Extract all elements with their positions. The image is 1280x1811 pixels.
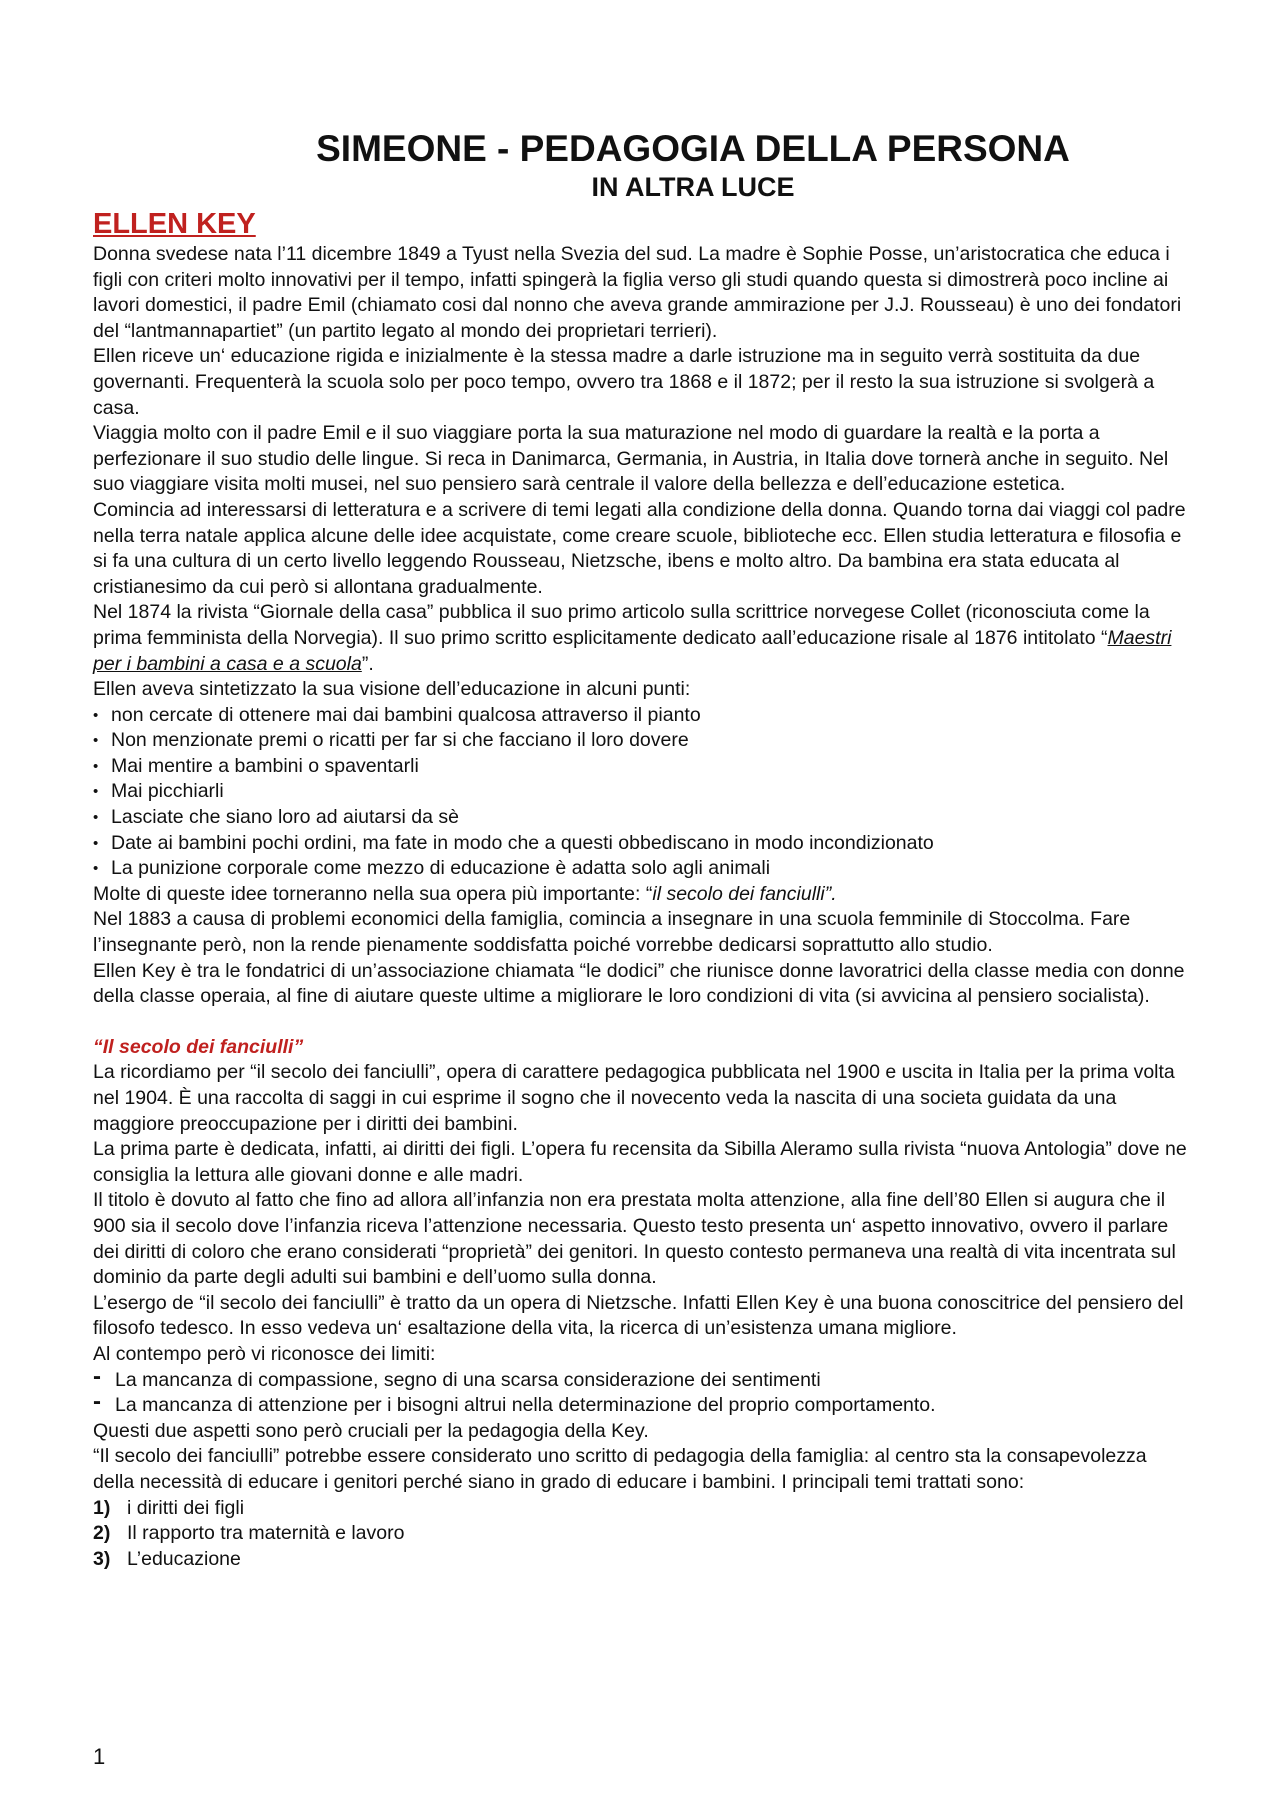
ideas-text-start: Molte di queste idee torneranno nella sua opera più importante: “: [93, 882, 653, 905]
paragraph-birth: Donna svedese nata l’11 dicembre 1849 a Tyust nella Svezia del sud. La madre è Sophie Posse, un’aristocratica che educa i figli con criteri molto innovativi per il tempo, infatti spingerà la figlia verso gli studi quando questa si dimostrerà poco incline ai lavori domestici, il padre Emil (chiamato cosi dal nonno che aveva grande ammirazione per J.J. Rousseau) è uno dei fondatori del “lantmannapartiet” (un partito legato al mondo dei proprietari terrieri).: [93, 243, 1182, 342]
list-item: • non cercate di ottenere mai dai bambini qualcosa attraverso il pianto: [93, 703, 1193, 729]
item-number: 3): [93, 1547, 111, 1570]
paragraph-crucial: Questi due aspetti sono però cruciali per la pedagogia della Key.: [93, 1419, 649, 1442]
limits-list: [93, 1368, 1193, 1419]
paragraph-title-origin: Il titolo è dovuto al fatto che fino ad allora all’infanzia non era prestata molta attenzione, alla fine dell’80 Ellen si augura che il 900 sia il secolo dove l’infanzia riceva l’attenzione necessaria. Questo testo presenta un‘ aspetto innovativo, ovvero il parlare dei diritti di coloro che erano considerati “proprietà” dei genitori. In questo contesto permaneva una realtà di vita incentrata sul dominio da parte degli adulti sui bambini e dell’uomo sulla donna.: [93, 1189, 1176, 1289]
list-item: - La mancanza di attenzione per i bisogni altrui nella determinazione del proprio comportamento.: [93, 1393, 1193, 1419]
item-number: 2): [93, 1522, 111, 1545]
paragraph-first-part: La prima parte è dedicata, infatti, ai diritti dei figli. L’opera fu recensita da Sibilla Aleramo sulla rivista “nuova Antologia” dove ne consiglia la lettura alle giovani donne e alle madri.: [93, 1138, 1187, 1186]
section-title-ellen-key: ELLEN KEY: [93, 208, 256, 240]
paragraph-literature: Comincia ad interessarsi di letteratura e a scrivere di temi legati alla condizione della donna. Quando torna dai viaggi col padre nella terra natale applica alcune delle idee acquistate, come creare scuole, biblioteche ecc. Ellen studia letteratura e filosofia e si fa una cultura di un certo livello leggendo Rousseau, Nietzsche, ibens e molto altro. Da bambina era stata educata al cristianesimo da cui però si allontana gradualmente.: [93, 498, 1186, 598]
list-item: • Mai picchiarli: [93, 779, 1193, 805]
collet-text-start: Nel 1874 la rivista “Giornale della casa” pubblica il suo primo articolo sulla scrittrice norvegese Collet (riconosciuta come la prima femminista della Norvegia). Il suo primo scritto esplicitamente dedicato aall’educazione risale al 1876 intitolato “: [93, 601, 1150, 649]
list-item: - La mancanza di compassione, segno di una scarsa considerazione dei sentimenti: [93, 1368, 1193, 1394]
collet-text-end: ”.: [361, 652, 374, 675]
work-title-secolo: il secolo dei fanciulli”.: [652, 882, 837, 905]
item-text: L’educazione: [127, 1547, 241, 1570]
subsection-title: “Il secolo dei fanciulli”: [93, 1035, 304, 1058]
list-item: • Lasciate che siano loro ad aiutarsi da sè: [93, 805, 1193, 831]
education-principles-list: [93, 703, 1193, 882]
list-item: • La punizione corporale come mezzo di educazione è adatta solo agli animali: [93, 856, 1193, 882]
paragraph-nietzsche: L’esergo de “il secolo dei fanciulli” è tratto da un opera di Nietzsche. Infatti Ellen Key è una buona conoscitrice del pensiero del filosofo tedesco. In esso vedeva un‘ esaltazione della vita, la ricerca di un’esistenza umana migliore.: [93, 1291, 1184, 1340]
bullets-intro: Ellen aveva sintetizzato la sua visione dell’educazione in alcuni punti:: [93, 678, 691, 701]
list-item: [93, 1521, 1193, 1547]
item-number: 1): [93, 1496, 111, 1519]
document-title: SIMEONE - PEDAGOGIA DELLA PERSONA: [316, 128, 1070, 169]
list-item: • Non menzionate premi o ricatti per far si che facciano il loro dovere: [93, 728, 1193, 754]
paragraph-education: Ellen riceve un‘ educazione rigida e inizialmente è la stessa madre a darle istruzione ma in seguito verrà sostituita da due governanti. Frequenterà la scuola solo per poco tempo, ovvero tra 1868 e il 1872; per il resto la sua istruzione si svolgerà a casa.: [93, 345, 1155, 419]
themes-list: [93, 1496, 1193, 1573]
list-item: • Mai mentire a bambini o spaventarli: [93, 754, 1193, 780]
item-text: i diritti dei figli: [127, 1496, 245, 1519]
paragraph-family-pedagogy: “Il secolo dei fanciulli” potrebbe essere considerato uno scritto di pedagogia della famiglia: al centro sta la consapevolezza della necessità di educare i genitori perché siano in grado di educare i bambini. I principali temi trattati sono:: [93, 1445, 1147, 1493]
item-text: Il rapporto tra maternità e lavoro: [127, 1522, 405, 1545]
list-item: [93, 1496, 1193, 1522]
paragraph-association: Ellen Key è tra le fondatrici di un’associazione chiamata “le dodici” che riunisce donne lavoratrici della classe media con donne della classe operaia, al fine di aiutare queste ultime a migliorare le loro condizioni di vita (si avvicina al pensiero socialista).: [93, 959, 1185, 1008]
paragraph-travels: Viaggia molto con il padre Emil e il suo viaggiare porta la sua maturazione nel modo di guardare la realtà e la porta a perfezionare il suo studio delle lingue. Si reca in Danimarca, Germania, in Austria, in Italia dove tornerà anche in seguito. Nel suo viaggiare visita molti musei, nel suo pensiero sarà centrale il valore della bellezza e dell’educazione estetica.: [93, 422, 1169, 496]
paragraph-limits: Al contempo però vi riconosce dei limiti:: [93, 1342, 436, 1365]
work-title-maestri: Maestri per i bambini a casa e a scuola: [93, 626, 1172, 675]
paragraph-secolo-intro: La ricordiamo per “il secolo dei fanciulli”, opera di carattere pedagogica pubblicata nel 1900 e uscita in Italia per la prima volta nel 1904. È una raccolta di saggi in cui esprime il sogno che il novecento veda la nascita di una societa guidata da una maggiore preoccupazione per i diritti dei bambini.: [93, 1061, 1175, 1135]
page-content: [93, 118, 1193, 1572]
document-subtitle: IN ALTRA LUCE: [591, 172, 795, 202]
paragraph-collet: [93, 600, 1193, 677]
paragraph-ideas: [93, 882, 1193, 908]
list-item: • Date ai bambini pochi ordini, ma fate in modo che a questi obbediscano in modo incondizionato: [93, 831, 1193, 857]
page-number: 1: [93, 1744, 106, 1769]
list-item: [93, 1547, 1193, 1573]
paragraph-teaching: Nel 1883 a causa di problemi economici della famiglia, comincia a insegnare in una scuola femminile di Stoccolma. Fare l’insegnante però, non la rende pienamente soddisfatta poiché vorrebbe dedicarsi soprattutto allo studio.: [93, 908, 1131, 957]
